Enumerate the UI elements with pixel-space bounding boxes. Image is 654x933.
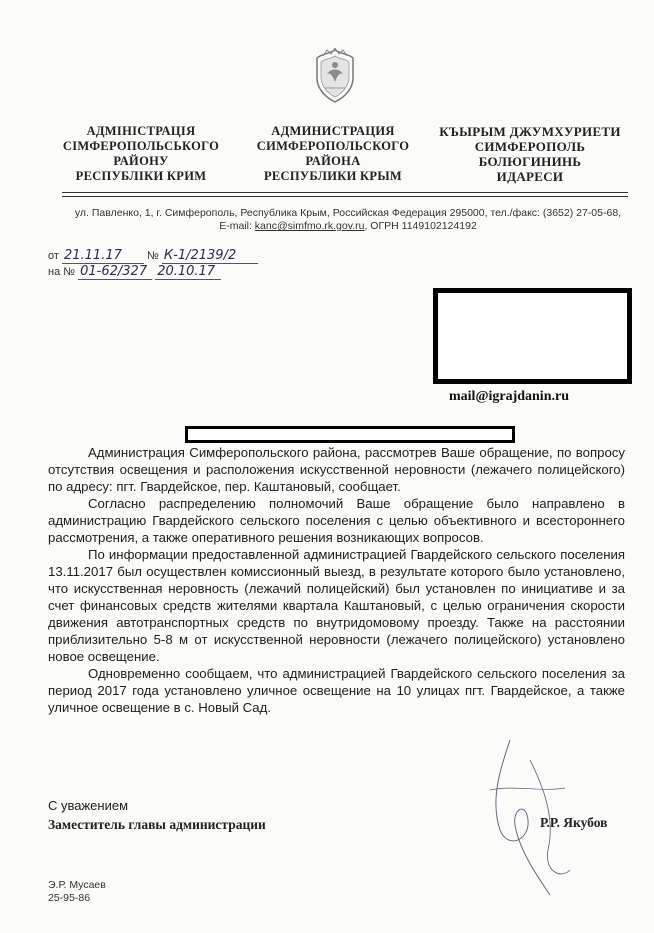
header-russian: АДМИНИСТРАЦИЯ СИМФЕРОПОЛЬСКОГО РАЙОНА РЕСПУБЛИКИ КРЫМ [256,124,410,183]
address-block [68,207,628,233]
header-crimean-tatar: КЪЫРЫМ ДЖУМХУРИЕТИ СИМФЕРОПОЛЬ БОЛЮГИНИНЬ ИДАРЕСИ [439,124,621,184]
closing-block [48,796,266,834]
header-ukrainian: АДМІНІСТРАЦІЯ СІМФЕРОПОЛЬСЬКОГО РАЙОНУ РЕСПУБЛІКИ КРИМ [62,124,220,183]
contacts-line [68,220,628,233]
registration-line [48,248,258,264]
header-divider-top [62,192,628,193]
letter-body [48,444,625,716]
body-paragraph: По информации предоставленной администрацией Гвардейского сельского поселения 13.11.2017 был осуществлен комиссионный выезд, в результате которого было установлено, что искусственная неровность (лежачий полицейский) был установлен по инициативе и за счет финансовых средств жителями квартала Каштановый, с целью ограничения скорости движения автотранспортных средств по внутридомовому проезду. Также на расстоянии приблизительно 5-8 м от искусственной неровности (лежачего полицейского) установлено новое освещение. [48,547,625,664]
office-email-link[interactable]: kanc@simfmo.rk.gov.ru [254,220,365,232]
outgoing-number: К-1/2139/2 [162,248,258,264]
reference-date: 20.10.17 [155,264,221,280]
address-line: ул. Павленко, 1, г. Симферополь, Республика Крым, Российская Федерация 295000, тел./факс: (3652) 27-05-68, [74,207,622,219]
executor-block [48,879,106,905]
redacted-salutation [185,426,515,443]
coat-of-arms-emblem [313,48,357,104]
regards-text: С уважением [48,798,129,813]
reference-number: 01-62/327 [78,264,152,280]
outgoing-date: 21.11.17 [62,248,144,264]
email-prefix: E-mail: [219,220,255,232]
reference-label: на № [48,266,76,278]
from-label: от [48,250,59,262]
executor-name: Э.Р. Мусаев [48,879,106,891]
redacted-recipient-address [433,288,632,384]
body-paragraph: Администрация Симферопольского района, рассмотрев Ваше обращение, по вопросу отсутствия освещения и расположения искусственной неровности (лежачего полицейского) по адресу: пгт. Гвардейское, пер. Каштановый, сообщает. [48,445,625,494]
recipient-email: mail@igrajdanin.ru [449,389,569,404]
body-paragraph: Согласно распределению полномочий Ваше обращение было направлено в администрацию Гвардейского сельского поселения с целью объективного и всестороннего рассмотрения, а также оперативного решения возникающих вопросов. [48,496,625,545]
body-paragraph: Одновременно сообщаем, что администрацией Гвардейского сельского поселения за период 2017 года установлено уличное освещение на 10 улицах пгт. Гвардейское, а также уличное освещение в с. Новый Сад. [48,666,625,715]
ogrn-text: , ОГРН 1149102124192 [364,220,477,232]
signer-position: Заместитель главы администрации [48,817,266,832]
executor-phone: 25-95-86 [48,892,91,904]
number-label: № [147,250,159,262]
reference-line [48,264,221,280]
header-divider-bottom [62,196,628,197]
signer-name: Р.Р. Якубов [540,815,608,830]
